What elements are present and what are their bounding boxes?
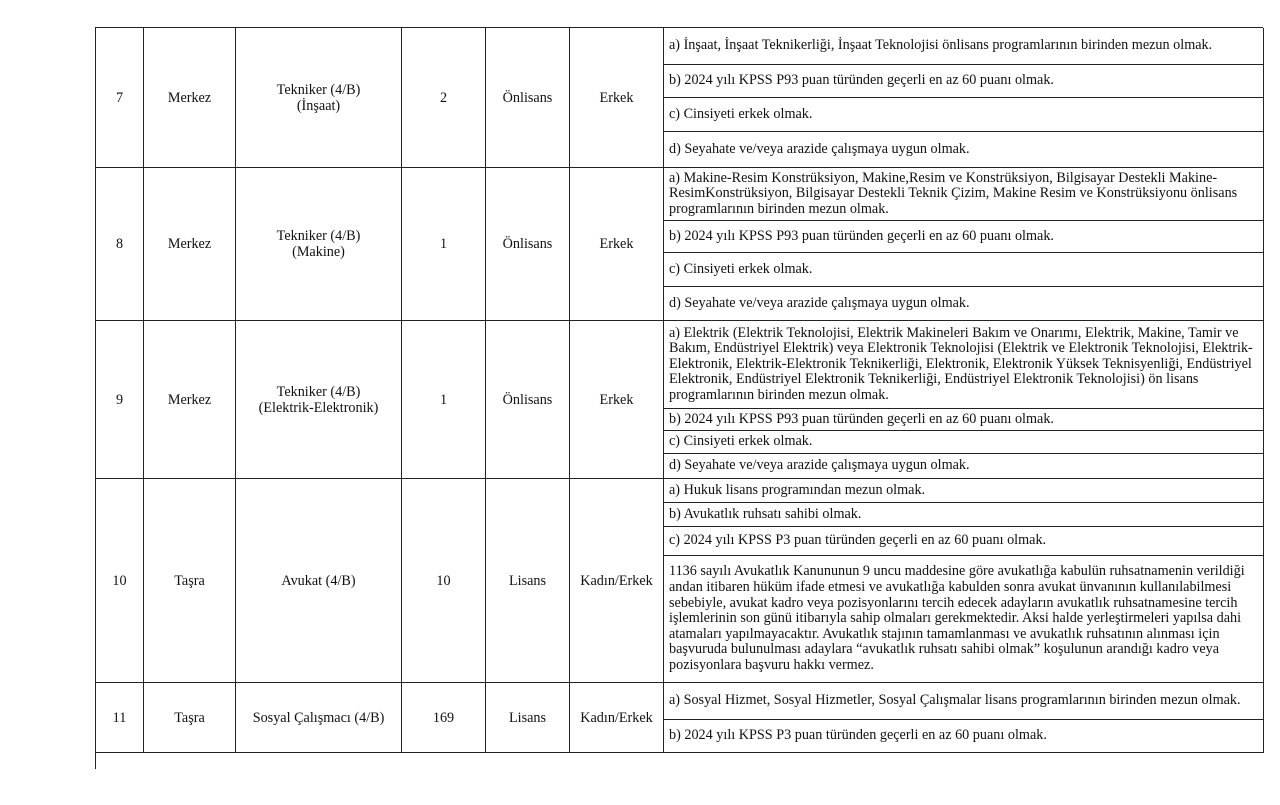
- requirement-cell: [664, 321, 1264, 409]
- requirement-text: a) Makine-Resim Konstrüksiyon, Makine,Resim ve Konstrüksiyon, Bilgisayar Destekli Makine-ResimKonstrüksiyon, Bilgisayar Destekli Teknik Çizim, Makine Resim ve Konstrüksiyonu önlisans programlarının birinden mezun olmak.: [669, 169, 1238, 217]
- count-cell: 169: [402, 683, 486, 753]
- gender-cell: Erkek: [570, 28, 664, 168]
- position-title: Tekniker (4/B): [276, 383, 361, 400]
- unit-cell: Taşra: [144, 683, 236, 753]
- education-cell: Lisans: [486, 479, 570, 683]
- count-cell: 1: [402, 321, 486, 479]
- requirement-text: c) Cinsiyeti erkek olmak.: [669, 105, 813, 122]
- unit-cell: Merkez: [144, 168, 236, 321]
- requirement-note-cell: [664, 556, 1264, 683]
- requirement-text: d) Seyahate ve/veya arazide çalışmaya uygun olmak.: [669, 294, 970, 311]
- position-title: Tekniker (4/B): [276, 228, 361, 244]
- requirement-text: a) Elektrik (Elektrik Teknolojisi, Elektrik Makineleri Bakım ve Onarımı, Elektrik, Makine, Tamir ve Bakım, Endüstriyel Elektrik) veya Elektronik Teknolojisi (Elektrik ve Elektronik Teknolojisi, Elektrik-Elektronik, Elektrik-Elektronik Teknikerliği, Elektronik, Elektronik Yüksek Teknisyenliği, Endüstriyel Elektronik, Endüstriyel Elektronik Teknikerliği, Endüstriyel Elektronik Teknolojisi) ön lisans programlarının birinden mezun olmak.: [669, 324, 1253, 403]
- position-title-cell: Avukat (4/B): [236, 479, 402, 683]
- row-number: 9: [96, 321, 144, 479]
- requirement-text: d) Seyahate ve/veya arazide çalışmaya uygun olmak.: [669, 140, 970, 157]
- education-cell: Lisans: [486, 683, 570, 753]
- requirement-cell: [664, 720, 1264, 753]
- requirement-cell: [664, 98, 1264, 132]
- requirement-cell: [664, 132, 1264, 168]
- education-cell: Önlisans: [486, 28, 570, 168]
- position-title: Tekniker (4/B): [276, 81, 361, 98]
- row-number: 10: [96, 479, 144, 683]
- requirement-cell: [664, 168, 1264, 221]
- requirement-text: b) 2024 yılı KPSS P3 puan türünden geçerli en az 60 puanı olmak.: [669, 727, 1047, 744]
- position-specialty: (Elektrik-Elektronik): [258, 399, 379, 416]
- count-cell: 2: [402, 28, 486, 168]
- requirement-cell: [664, 221, 1264, 253]
- requirement-text: b) Avukatlık ruhsatı sahibi olmak.: [669, 505, 862, 522]
- requirement-cell: [664, 65, 1264, 98]
- requirement-note-text: 1136 sayılı Avukatlık Kanununun 9 uncu maddesine göre avukatlığa kabulün ruhsatnamenin verildiği andan itibaren hüküm ifade etmesi ve avukatlığa kabulden sonra avukat ünvanının kullanılabilmesi sebebiyle, avukat kadro veya pozisyonlarını tercih edecek adayların avukatlık ruhsatnamesine tercih işlemlerinin son günü itibarıyla sahip olmaları gerekmektedir. Aksi halde yerleştirmeleri yapılsa dahi atamaları yapılmayacaktır. Avukatlık stajının tamamlanması ve avukatlık ruhsatının alınması için başvuruda bulunulması adaylara “avukatlık ruhsatı sahibi olmak” koşulunun arandığı kadro veya pozisyonlara başvuru hakkı vermez.: [669, 563, 1245, 673]
- requirement-text: b) 2024 yılı KPSS P93 puan türünden geçerli en az 60 puanı olmak.: [669, 72, 1054, 89]
- education-cell: Önlisans: [486, 168, 570, 321]
- requirement-cell: [664, 28, 1264, 65]
- gender-cell: Erkek: [570, 168, 664, 321]
- requirement-text: c) Cinsiyeti erkek olmak.: [669, 260, 813, 277]
- requirement-cell: [664, 479, 1264, 503]
- position-title-cell: [236, 321, 402, 479]
- requirement-cell: [664, 253, 1264, 287]
- position-specialty: (Makine): [292, 244, 345, 260]
- position-specialty: (İnşaat): [296, 97, 341, 114]
- requirement-text: a) Sosyal Hizmet, Sosyal Hizmetler, Sosyal Çalışmalar lisans programlarının birinden mezun olmak.: [669, 692, 1241, 709]
- row-number: 7: [96, 28, 144, 168]
- requirement-text: d) Seyahate ve/veya arazide çalışmaya uygun olmak.: [669, 457, 970, 474]
- requirement-cell: [664, 527, 1264, 556]
- requirement-text: a) İnşaat, İnşaat Teknikerliği, İnşaat Teknolojisi önlisans programlarının birinden mezun olmak.: [669, 37, 1213, 54]
- gender-cell: Kadın/Erkek: [570, 479, 664, 683]
- requirement-text: c) 2024 yılı KPSS P3 puan türünden geçerli en az 60 puanı olmak.: [669, 532, 1047, 549]
- row-number: 11: [96, 683, 144, 753]
- requirement-text: c) Cinsiyeti erkek olmak.: [669, 433, 813, 450]
- requirement-text: b) 2024 yılı KPSS P93 puan türünden geçerli en az 60 puanı olmak.: [669, 410, 1054, 427]
- positions-table: [95, 27, 1263, 769]
- gender-cell: Erkek: [570, 321, 664, 479]
- position-title-cell: [236, 168, 402, 321]
- row-number: 8: [96, 168, 144, 321]
- unit-cell: Merkez: [144, 321, 236, 479]
- education-cell: Önlisans: [486, 321, 570, 479]
- requirement-text: b) 2024 yılı KPSS P93 puan türünden geçerli en az 60 puanı olmak.: [669, 227, 1054, 244]
- unit-cell: Merkez: [144, 28, 236, 168]
- count-cell: 10: [402, 479, 486, 683]
- requirement-text: a) Hukuk lisans programından mezun olmak.: [669, 481, 926, 498]
- gender-cell: Kadın/Erkek: [570, 683, 664, 753]
- position-title-cell: [236, 28, 402, 168]
- requirement-cell: [664, 287, 1264, 321]
- requirement-cell: [664, 503, 1264, 527]
- requirement-cell: [664, 454, 1264, 479]
- unit-cell: Taşra: [144, 479, 236, 683]
- requirement-cell: [664, 409, 1264, 431]
- requirement-cell: [664, 683, 1264, 720]
- requirement-cell: [664, 431, 1264, 454]
- position-title-cell: Sosyal Çalışmacı (4/B): [236, 683, 402, 753]
- count-cell: 1: [402, 168, 486, 321]
